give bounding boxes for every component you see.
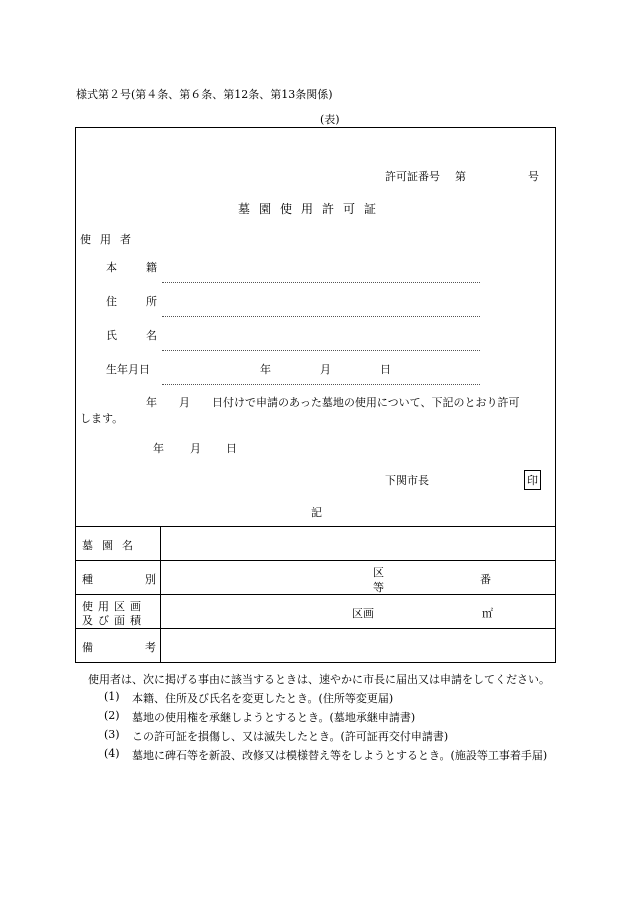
name-line xyxy=(162,350,480,351)
issue-day: 日 xyxy=(226,442,237,455)
ku-label: 区 xyxy=(373,566,384,579)
note-num-3: (3) xyxy=(104,728,120,741)
user-heading: 使用者 xyxy=(80,233,140,246)
honseki-label: 本 籍 xyxy=(106,261,166,274)
birth-year: 年 xyxy=(260,363,271,376)
birth-day: 日 xyxy=(380,363,391,376)
note-text-2: 墓地の使用権を承継しようとするとき。(墓地承継申請書) xyxy=(132,711,416,724)
permit-number-dai: 第 xyxy=(455,170,466,183)
statement-year: 年 xyxy=(146,396,157,409)
mayor-label: 下関市長 xyxy=(385,474,429,487)
remarks-label-1 xyxy=(82,639,208,655)
note-text-3: この許可証を損傷し、又は滅失したとき。(許可証再交付申請書) xyxy=(132,730,449,743)
honseki-line xyxy=(162,282,480,283)
ban-label: 番 xyxy=(480,573,491,586)
address-line xyxy=(162,316,480,317)
type-label-1 xyxy=(82,571,208,587)
statement-body: 日付けで申請のあった墓地の使用について、下記のとおり許可 xyxy=(212,396,520,409)
type-label: 種別 xyxy=(82,573,208,586)
front-side-label: (表) xyxy=(320,113,340,126)
area-label-2: 及び面積 xyxy=(82,614,146,627)
birth-month: 月 xyxy=(320,363,331,376)
table-row-line-1 xyxy=(75,560,556,561)
note-num-2: (2) xyxy=(104,709,120,722)
note-num-1: (1) xyxy=(104,690,120,703)
birth-line xyxy=(162,384,480,385)
seal-mark: 印 xyxy=(524,470,541,490)
remarks-label: 備考 xyxy=(82,641,208,654)
issue-month: 月 xyxy=(190,442,201,455)
birth-label: 生年月日 xyxy=(106,363,150,376)
sqm-label: ㎡ xyxy=(482,607,493,620)
cemetery-name-label: 墓園名 xyxy=(82,539,142,552)
permit-number-go: 号 xyxy=(528,170,539,183)
permit-number-label: 許可証番号 xyxy=(385,170,440,183)
table-top-line xyxy=(75,526,556,527)
ki-label: 記 xyxy=(311,506,322,519)
issue-year: 年 xyxy=(153,442,164,455)
statement-month: 月 xyxy=(179,396,190,409)
form-title: 様式第２号(第４条、第６条、第12条、第13条関係) xyxy=(76,88,333,101)
area-label-1: 使用区画 xyxy=(82,600,146,613)
note-num-4: (4) xyxy=(104,747,120,760)
note-text-1: 本籍、住所及び氏名を変更したとき。(住所等変更届) xyxy=(132,692,394,705)
kukaku-label: 区画 xyxy=(352,607,374,620)
tou-label: 等 xyxy=(373,581,384,594)
table-row-line-2 xyxy=(75,594,556,595)
statement-body-2: します。 xyxy=(80,412,124,425)
notes-intro: 使用者は、次に掲げる事由に該当するときは、速やかに市長に届出又は申請をしてください。 xyxy=(88,673,550,686)
note-text-4: 墓地に碑石等を新設、改修又は模様替え等をしようとするとき。(施設等工事着手届) xyxy=(132,749,548,762)
table-row-line-3 xyxy=(75,628,556,629)
name-label: 氏 名 xyxy=(106,329,166,342)
address-label: 住 所 xyxy=(106,295,166,308)
permit-title: 墓園使用許可証 xyxy=(238,202,386,216)
